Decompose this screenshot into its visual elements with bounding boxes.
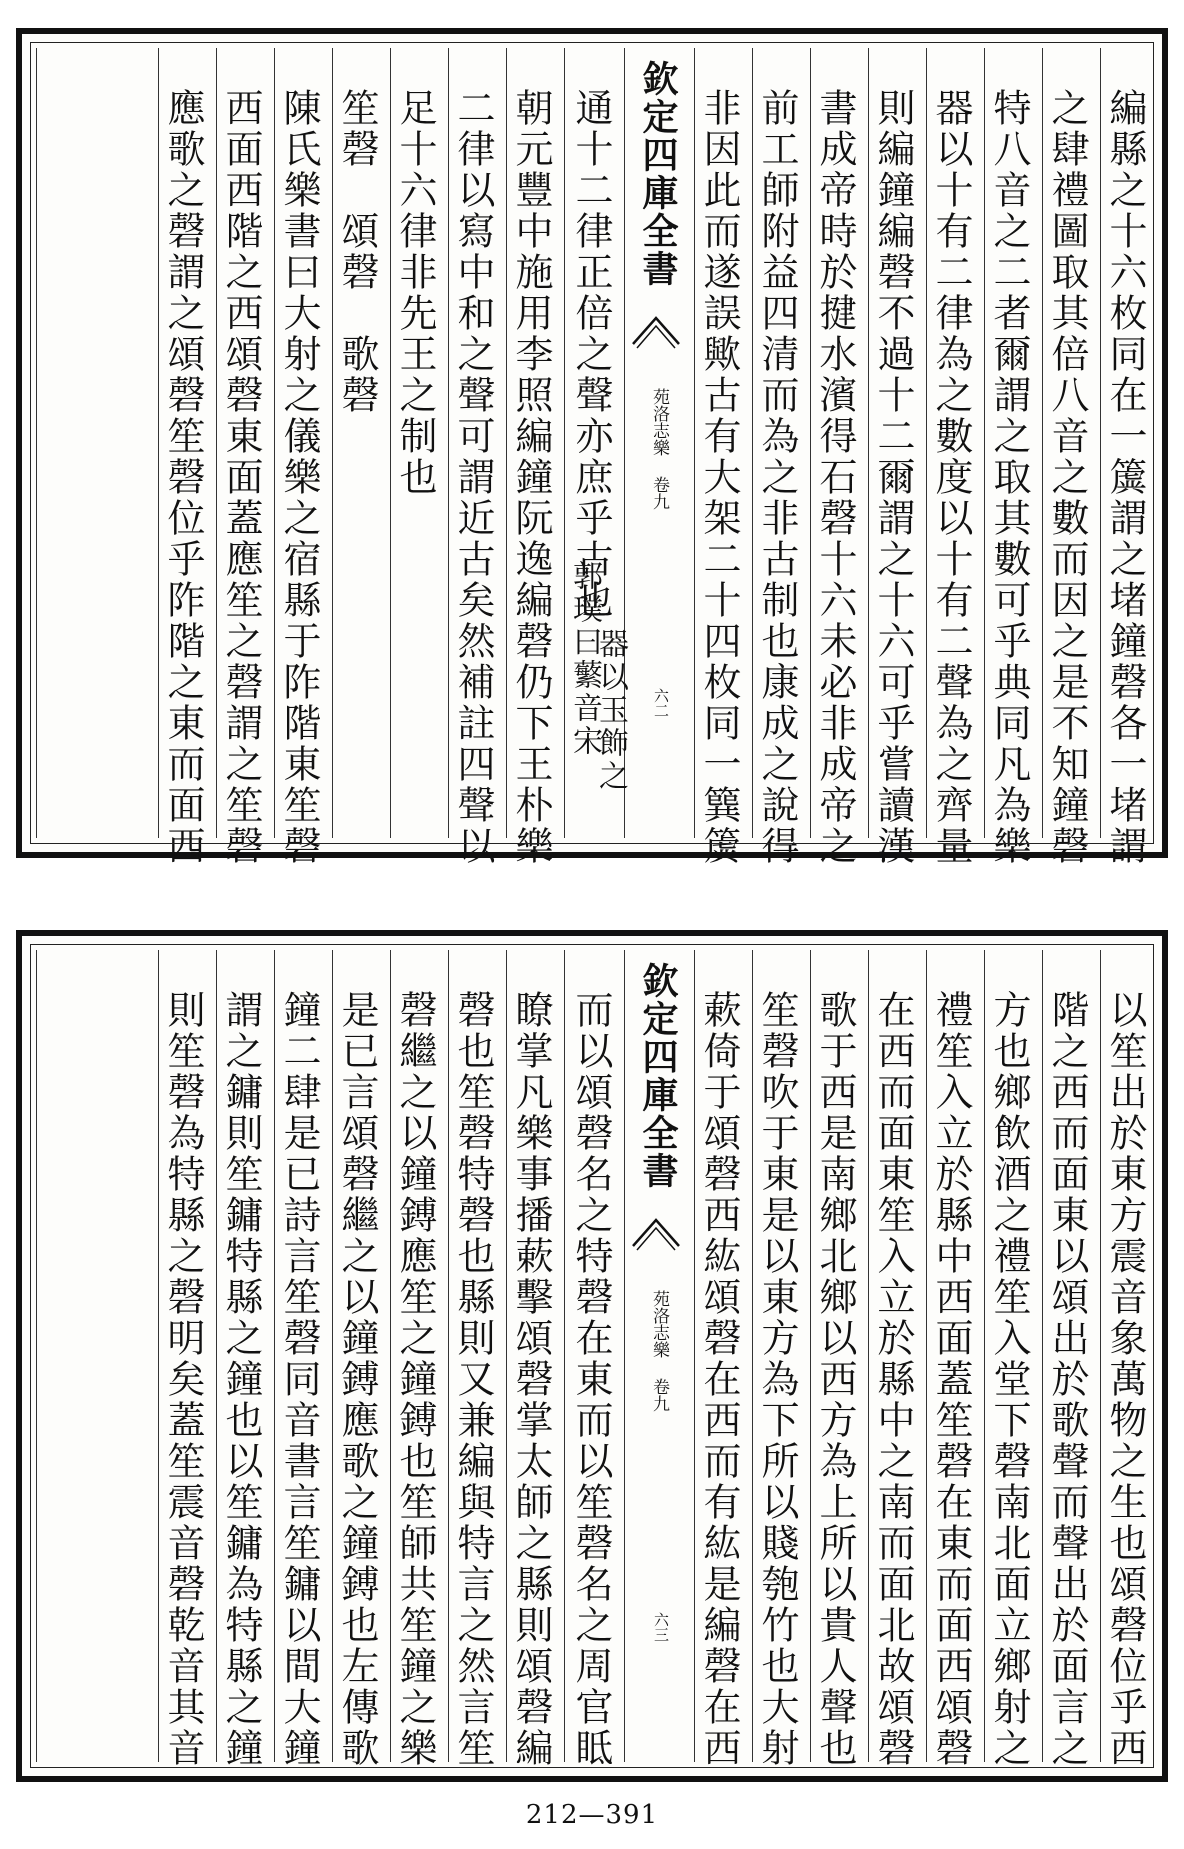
column-text: 方也鄉飲酒之禮笙入堂下磬南北面立鄉射之 xyxy=(987,990,1031,1769)
text-column xyxy=(1042,48,1100,867)
text-column xyxy=(506,950,564,1769)
blank-margin xyxy=(36,950,158,1762)
book-title: 欽定四庫全書 xyxy=(637,962,679,1190)
column-text: 則笙磬為特縣之磬明矣蓋笙震音磬乾音其音 xyxy=(161,990,205,1769)
text-column xyxy=(564,48,628,838)
text-column xyxy=(984,48,1042,867)
text-column xyxy=(158,48,216,867)
text-column xyxy=(274,48,332,867)
text-column xyxy=(1042,950,1100,1769)
column-text: 謂之鏞則笙鏞特縣之鐘也以笙鏞為特縣之鐘 xyxy=(219,990,263,1769)
text-column xyxy=(216,950,274,1769)
volume-label: 苑洛志樂 卷九 xyxy=(649,1290,669,1412)
column-text: 在西而面東笙入立於縣中之南而面北故頌磬 xyxy=(871,990,915,1769)
leaf-number: 六三 xyxy=(652,1612,670,1642)
column-text: 磬也笙磬特磬也縣則又兼編與特言之然言笙 xyxy=(451,990,495,1769)
column-text: 階之西而面東以頌出於歌聲而聲出於面言之 xyxy=(1045,990,1089,1769)
text-column xyxy=(158,950,216,1769)
annotation-text: 郭璞曰蘩音宋 xyxy=(567,560,602,758)
center-fold-column xyxy=(624,950,694,1762)
column-text: 則編鐘編磬不過十二爾謂之十六可乎嘗讀漢 xyxy=(871,88,915,867)
column-text: 以笙出於東方震音象萬物之生也頌磬位乎西 xyxy=(1103,990,1147,1769)
text-column xyxy=(926,950,984,1769)
text-column xyxy=(274,950,332,1769)
column-text: 笙磬吹于東是以東方為下所以賤匏竹也大射 xyxy=(755,990,799,1769)
text-column xyxy=(332,48,390,838)
text-column xyxy=(216,48,274,867)
text-column xyxy=(810,950,868,1769)
text-column xyxy=(694,48,752,867)
column-text: 陳氏樂書曰大射之儀樂之宿縣于阼階東笙磬 xyxy=(277,88,321,867)
annotation-text: 器以玉飾之 xyxy=(593,628,628,793)
column-text: 之肆禮圖取其倍八音之數而因之是不知鐘磬 xyxy=(1045,88,1089,867)
center-fold-column xyxy=(624,48,694,838)
fishtail-mark-icon xyxy=(629,310,683,350)
text-column xyxy=(1100,950,1158,1769)
column-text: 磬繼之以鐘鎛應笙之鐘鎛也笙師共笙鐘之樂 xyxy=(393,990,437,1769)
text-column xyxy=(506,48,564,867)
column-text: 歌于西是南鄉北鄉以西方為上所以貴人聲也 xyxy=(813,990,857,1769)
text-column xyxy=(868,48,926,867)
column-text: 書成帝時於揵水濱得石磬十六未必非成帝之 xyxy=(813,88,857,867)
column-text: 非因此而遂誤歟古有大架二十四枚同一簨簴 xyxy=(697,88,741,867)
top-page xyxy=(16,28,1168,867)
column-text: 朝元豐中施用李照編鐘阮逸編磬仍下王朴樂 xyxy=(509,88,553,867)
text-column xyxy=(564,950,624,1769)
leaf-number: 六二 xyxy=(652,688,670,718)
column-text: 應歌之磬謂之頌磬笙磬位乎阼階之東而面西 xyxy=(161,88,205,867)
text-column xyxy=(752,950,810,1769)
volume-label: 苑洛志樂 卷九 xyxy=(649,388,669,510)
column-text: 是已言頌磬繼之以鐘鎛應歌之鐘鎛也左傳歌 xyxy=(335,990,379,1769)
blank-margin xyxy=(36,48,158,838)
column-text: 通十二律正倍之聲亦庶乎古也 xyxy=(569,88,613,621)
column-text: 器以十有二律為之數度以十有二聲為之齊量 xyxy=(929,88,973,867)
bottom-page xyxy=(16,930,1168,1782)
column-text: 編縣之十六枚同在一簴謂之堵鐘磬各一堵謂 xyxy=(1103,88,1147,867)
column-text: 西面西階之西頌磬東面蓋應笙之磬謂之笙磬 xyxy=(219,88,263,867)
text-column xyxy=(448,950,506,1769)
text-column xyxy=(390,950,448,1769)
column-text: 特八音之二者爾謂之取其數可乎典同凡為樂 xyxy=(987,88,1031,867)
column-text: 禮笙入立於縣中西面蓋笙磬在東而面西頌磬 xyxy=(929,990,973,1769)
text-column xyxy=(448,48,506,867)
column-text: 瞭掌凡樂事播蔌擊頌磬掌太師之縣則頌磬編 xyxy=(509,990,553,1769)
column-text: 鐘二肆是已詩言笙磬同音書言笙鏞以間大鐘 xyxy=(277,990,321,1769)
column-text: 蔌倚于頌磬西紘頌磬在西而有紘是編磬在西 xyxy=(697,990,741,1769)
text-column xyxy=(752,48,810,867)
column-text: 而以頌磬名之特磬在東而以笙磬名之周官眡 xyxy=(569,990,613,1769)
text-column xyxy=(926,48,984,867)
column-text: 前工師附益四清而為之非古制也康成之說得 xyxy=(755,88,799,867)
text-column xyxy=(390,48,448,838)
text-column xyxy=(332,950,390,1769)
page-number: 212—391 xyxy=(525,1800,659,1830)
text-column xyxy=(1100,48,1158,867)
column-text: 足十六律非先王之制也 xyxy=(393,88,437,498)
column-text: 笙磬 頌磬 歌磬 xyxy=(335,88,379,416)
text-column xyxy=(810,48,868,867)
column-text: 二律以寫中和之聲可謂近古矣然補註四聲以 xyxy=(451,88,495,867)
text-column xyxy=(984,950,1042,1769)
book-title: 欽定四庫全書 xyxy=(637,60,679,288)
text-column xyxy=(694,950,752,1769)
fishtail-mark-icon xyxy=(629,1212,683,1252)
text-column xyxy=(868,950,926,1769)
